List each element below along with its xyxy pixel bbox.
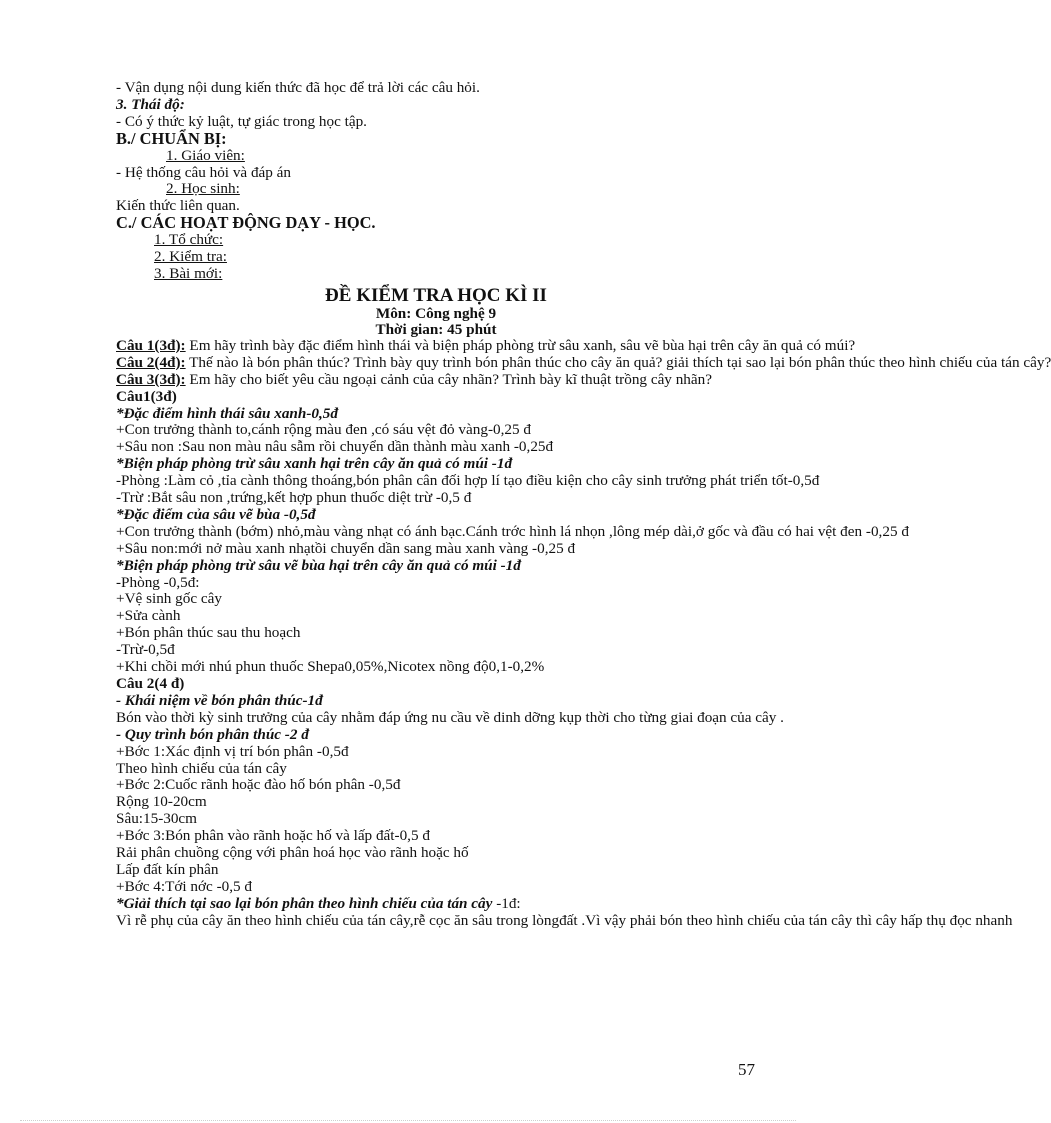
answer-line: *Giải thích tại sao lại bón phân theo hình chiếu của tán cây -1đ: xyxy=(116,894,521,912)
text-line: - Hệ thống câu hỏi và đáp án xyxy=(116,163,292,181)
text-line: - Vận dụng nội dung kiến thức đã học để trả lời các câu hỏi. xyxy=(116,79,480,96)
answer-line: -Phòng :Làm cỏ ,tỉa cành thông thoáng,bón phân cân đối hợp lí tạo điều kiện cho cây sinh trưởng phát triển tốt-0,5đ xyxy=(116,472,820,490)
answer-line: +Bớc 1:Xác định vị trí bón phân -0,5đ xyxy=(116,742,349,760)
answer-line: -Trừ-0,5đ xyxy=(116,641,175,659)
answer-line: Bón vào thời kỳ sinh trưởng của cây nhằm đáp ứng nu cầu về dinh dỡng kụp thời cho từng giai đoạn của cây . xyxy=(116,708,784,726)
answer-heading-2: Câu 2(4 đ) xyxy=(116,675,185,692)
answer-subheading: *Đặc điểm của sâu vẽ bùa -0,5đ xyxy=(116,505,316,523)
answer-subheading: - Quy trình bón phân thúc -2 đ xyxy=(116,725,309,743)
answer-line: Sâu:15-30cm xyxy=(116,810,197,828)
answer-line: -Phòng -0,5đ: xyxy=(116,573,200,591)
answer-subheading: *Đặc điểm hình thái sâu xanh-0,5đ xyxy=(116,404,338,422)
answer-line: +Bớc 2:Cuốc rãnh hoặc đào hố bón phân -0,5đ xyxy=(116,776,401,794)
section-heading-preparation: B./ CHUẨN BỊ: xyxy=(116,128,227,148)
answer-subheading: - Khái niệm về bón phân thúc-1đ xyxy=(116,691,323,709)
footer-divider xyxy=(20,1120,796,1121)
answer-line: +Con trưởng thành (bớm) nhỏ,màu vàng nhạt có ánh bạc.Cánh trớc hình lá nhọn ,lông mép dài,ở gốc và đầu có hai vệt đen -0,25 đ xyxy=(116,522,909,540)
answer-line: +Sửa cành xyxy=(116,607,181,625)
answer-subheading: *Biện pháp phòng trừ sâu vẽ bùa hại trên cây ăn quả có múi -1đ xyxy=(116,556,521,574)
question-1: Câu 1(3đ): Em hãy trình bày đặc điểm hình thái và biện pháp phòng trừ sâu xanh, sâu vẽ bùa hại trên cây ăn quả có múi? xyxy=(116,336,856,354)
answer-subheading: *Biện pháp phòng trừ sâu xanh hại trên cây ăn quả có múi -1đ xyxy=(116,455,513,473)
answer-line: +Bớc 3:Bón phân vào rãnh hoặc hố và lấp đất-0,5 đ xyxy=(116,827,430,845)
exam-time: Thời gian: 45 phút xyxy=(375,320,497,338)
answer-line: +Bớc 4:Tới nớc -0,5 đ xyxy=(116,877,252,895)
exam-subject: Môn: Công nghệ 9 xyxy=(375,304,497,322)
answer-line: Lấp đất kín phân xyxy=(116,860,219,878)
answer-line: -Trừ :Bắt sâu non ,trứng,kết hợp phun thuốc diệt trừ -0,5 đ xyxy=(116,489,472,507)
list-item: 2. Học sinh: xyxy=(166,180,240,198)
document-body xyxy=(116,79,1051,930)
answer-line: Theo hình chiếu của tán cây xyxy=(116,759,287,777)
exam-title: ĐỀ KIỂM TRA HỌC KÌ II xyxy=(325,284,547,306)
question-3: Câu 3(3đ): Em hãy cho biết yêu cầu ngoại cảnh của cây nhãn? Trình bày kĩ thuật trồng cây nhãn? xyxy=(116,370,712,388)
answer-line: Vì rễ phụ của cây ăn theo hình chiếu của tán cây,rễ cọc ăn sâu trong lòngđất .Vì vậy phải bón theo hình chiếu của tán cây thì cây hấp thụ đọc nhanh xyxy=(116,911,1013,929)
answer-line: Rộng 10-20cm xyxy=(116,793,207,811)
answer-heading-1: Câu1(3đ) xyxy=(116,387,177,405)
answer-line: Rải phân chuồng cộng với phân hoá học vào rãnh hoặc hố xyxy=(116,844,469,862)
answer-line: +Con trưởng thành to,cánh rộng màu đen ,có sáu vệt đỏ vàng-0,25 đ xyxy=(116,421,531,439)
answer-line: +Bón phân thúc sau thu hoạch xyxy=(116,624,301,642)
answer-line: +Vệ sinh gốc cây xyxy=(116,590,222,608)
section-heading-activities: C./ CÁC HOẠT ĐỘNG DẠY - HỌC. xyxy=(116,213,376,233)
text-line: Kiến thức liên quan. xyxy=(116,197,240,215)
list-item: 1. Tổ chức: xyxy=(154,231,224,249)
list-item: 2. Kiểm tra: xyxy=(154,248,227,266)
answer-line: +Khi chồi mới nhú phun thuốc Shepa0,05%,Nicotex nồng độ0,1-0,2% xyxy=(116,658,545,676)
page-number: 57 xyxy=(738,1060,755,1079)
text-line: - Có ý thức kỷ luật, tự giác trong học tập. xyxy=(116,112,367,130)
list-item: 1. Giáo viên: xyxy=(166,146,245,164)
subheading-attitude: 3. Thái độ: xyxy=(116,95,185,113)
answer-line: +Sâu non:mới nở màu xanh nhạtồi chuyển dần sang màu xanh vàng -0,25 đ xyxy=(116,539,576,557)
answer-line: +Sâu non :Sau non màu nâu sẫm rồi chuyển dần thành màu xanh -0,25đ xyxy=(116,438,554,456)
list-item: 3. Bài mới: xyxy=(154,264,223,282)
question-2: Câu 2(4đ): Thế nào là bón phân thúc? Trình bày quy trình bón phân thúc cho cây ăn quả? giải thích tại sao lại bón phân thúc theo hình chiếu của tán cây? xyxy=(116,353,1051,371)
